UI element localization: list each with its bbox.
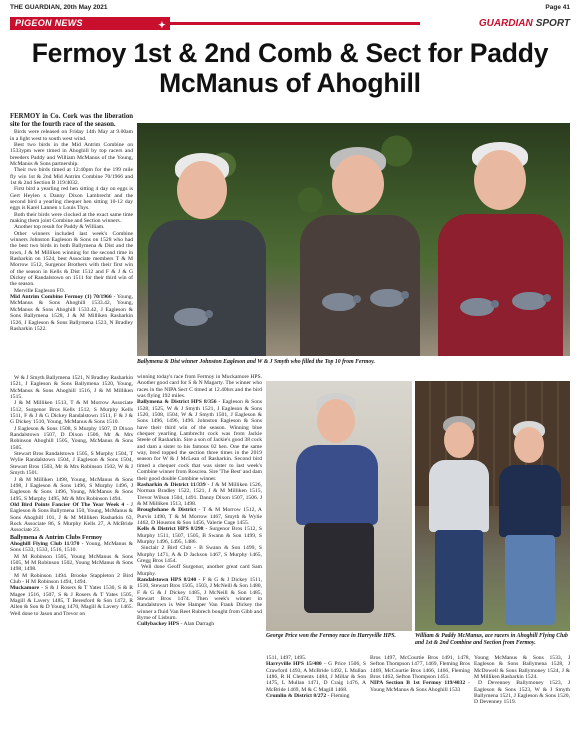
- paragraph: Birds were released on Friday 14th May at 9.00am in a light west to south west wind.: [10, 129, 133, 142]
- paragraph: Another top result for Paddy & William.: [14, 224, 105, 231]
- results-paragraph: Cullybackey HPS - Alan Darragh: [137, 621, 215, 628]
- paragraph: Merville Eagleson FO.: [14, 287, 66, 294]
- paragraph: W & J Smyth Ballymena 1521, N Bradley Rasharkin 1521, J Eagleson & Sons Ballymena 1520, Young, McManus & Sons Ahoghill 1516, J & M Milliken 1515.: [10, 375, 133, 401]
- results-paragraph: Crumlin & District 8/272 - Fleming: [266, 693, 350, 700]
- headline: Fermoy 1st & 2nd Comb & Sect for Paddy McManus of Ahoghill: [31, 38, 549, 98]
- results-paragraph: Rasharkin & District 11/339 - J & M Milliken 1526, Norman Bradley 1522, 1521, J & M Milliken 1515, Trevor Wilson 1504, 1491. Danny Dixon 1507, 1506. J & M Milliken 1513, 1498.: [137, 481, 262, 507]
- paragraph: Young McManus & Sons 1533, J Eagleson & Sons Ballymena 1528, J McDowell & Sons Ballymoney 1524, J & M Milliken Rasharkin 1524.: [474, 655, 570, 681]
- paragraph: winning today's race from Fermoy in Muckamore HPS. Another good card for S & N Magarty. The winner who races in the NIPA Sect C timed at 12.40hrs and the bird was flying 192 miles.: [137, 374, 262, 400]
- paragraph: J & M Milliken 1513, T & M Morrow Associate 1512, Surgenor Bros Kells 1512, S Murphy Kells 1511, F & J & G Dickey Randalstown 1511, F & J & G Dickey 1510, Young, McManus & Sons 1510.: [10, 400, 133, 426]
- paragraph: D Devenney Ballymoney 1523, J Eagleson & Sons 1523, W & J Smyth Ballymena 1521, J Eagleson & Sons 1520, D Devenney 1519.: [474, 680, 570, 706]
- page-header: [10, 4, 570, 16]
- results-paragraph: Muckamore - S & J Rosers & T Yates 1530, S & R Magee 1516, 1507, S & J Rosers & T Yates 1505, Magill & Lavery 1485, T Beresford & Son 1472, R Allen & Son & D Young 1470, Magill & Lavery 1465. Well done to Jason and Trevor on: [10, 585, 133, 617]
- paragraph: Their two birds timed at 12:40pm for the 199 mile fly win 1st & 2nd Mid Antrim Combine 70/1966 and 1st & 2nd Section B 119/4032.: [10, 167, 133, 186]
- pigeon-image: [460, 298, 494, 316]
- paragraph: 1511, 1497, 1495.: [266, 655, 307, 661]
- paragraph: Stewart Bros Randalstown 1505, S Murphy 1504, T Wylie Randalstown 1504, J Eagleson & Sons 1504, Stewart Bros 1503, Mr & Mrs Robinson 1502, W & J Smyth 1501.: [10, 451, 133, 477]
- section-bar: [10, 17, 570, 30]
- person-right: [432, 138, 567, 356]
- article-column-4: [266, 655, 366, 737]
- results-paragraph: Ahoghill Flying Club 11/370 - Young, McManus & Sons 1533, 1533, 1516, 1510.: [10, 540, 133, 554]
- paragraph: Best two birds in the Mid Antrim Combine on 1533ypm were timed in Ahoghill by top racers and breeders Paddy and William McManus of the Young, McManus & Sons partnership.: [10, 141, 133, 167]
- photo-group-winners: [137, 123, 570, 356]
- paragraph: M M Robinson 1505, Young McManus & Sons 1505, M M Robinson 1502, Young McManus & Sons 1498, 1498.: [10, 553, 133, 573]
- photo-caption-2: George Price won the Fermoy race in Harryville HPS.: [266, 633, 396, 639]
- paragraph: J & M Milliken 1498, Young, McManus & Sons 1498, J Eagleson & Sons 1496, S Murphy 1496, J Eagleson & Sons 1496, Young, McManus & Sons 1495, S Murphy 1495, Mr & Mrs Robinson 1494.: [10, 476, 133, 502]
- paragraph: Bros 1497, McCourtie Bros 1491, 1478, Sefton Thompson 1477, 1469, Fleming Bros 1469, McCourtie Bros 1466, 1466, Fleming Bros 1462, Sefton Thompson 1451.: [370, 655, 470, 681]
- page-number: Page 41: [545, 4, 570, 11]
- results-paragraph: Mid Antrim Combine Fermoy (1) 70/1966 - Young, McManus & Sons Ahoghill 1533.42, Young, McManus & Sons Ahoghill 1533.42, J Eagleson & Sons Ballymena 1528, J & M Milliken Rasharkin 1526, J Eagleson & Sons Ballymena 1523, N Bradley Rasharkin 1522.: [10, 294, 133, 332]
- results-paragraph: Harryville HPS 15/480 - G Price 1506, S Crawford 1493, A McBride 1492, L Mullan 1486, R H Clements 1484, J Millar & Son 1475, L Mullan 1471, D Craig 1476, A McBride 1469, M & C Magill 1468.: [266, 661, 366, 693]
- pigeon-image: [370, 289, 404, 307]
- person-middle: [292, 143, 427, 356]
- paragraph: J Eagleson & Sons 1508, S Murphy 1507, D Dixon Randalstown 1507, D Dixon 1506, Mr & Mrs Robinson Ahoghill 1505, Young, McManus & Sons 1505.: [10, 425, 133, 451]
- photo-caption-1: Ballymena & Dist winner Johnston Eagleson and W & J Smyth who filled the Top 10 from Fermoy.: [137, 359, 376, 365]
- photo-george-price: [266, 381, 412, 631]
- paragraph: Other winners included last week's Combine winners Johnston Eagleson & Sons on 1528 who had the best two birds in both Ballymena & Dist and the town, J & M Milliken winning for the second time in Rasharkin on 1524, best Associate members T & M Morrow 1512, Surgenor Brothers with their first win of the season in Kells & Dist 1512 and F & J & G Dickey of Randalstown on 1511 for their third win of the season.: [10, 230, 133, 288]
- pigeon-image: [512, 292, 546, 310]
- photo-caption-3: William & Paddy McManus, ace racers in Ahoghill Flying Club and 1st & 2nd Combine and Section from Fermoy.: [415, 633, 568, 646]
- article-lead: FERMOY in Co. Cork was the liberation site for the fourth race of the season.: [10, 113, 133, 128]
- results-paragraph: NIPA Section B 1st Fermoy 119/4032 - Young McManus & Sons Ahoghill 1533: [370, 680, 470, 693]
- results-paragraph: Ballymena & District HPS 8/356 - Eagleson & Sons 1528, 1525, W & J Smyth 1521, J Eagleson & Sons 1520, 1508, 1504, W & J Smyth 1501, J Eagleson & Sons 1496, 1496, 1496. Johnston Eagleson & Sons have their third win of the season. Winning blue chequer yearling Lambrecht cock was from Jackie Steele of Rasharkin. Sire a son of Jackie's good 38 cock and dam a sister to his famous 02 hen. One the same way, bred topped the section three times in the 2019 season for W & J McLean of Rasharkin. Second bird timed a chequer cock that was sister to last week's Combine winner from Roscrea. Sire 'The Best' and dam their good double Combine winner.: [137, 399, 262, 482]
- results-paragraph: Kells & District HPS 8/298 - Surgenor Bros 1512, S Murphy 1511, 1507, 1505, B Swann & Son 1499, S Murphy 1496, 1495, 1486.: [137, 526, 262, 545]
- article-column-3: [137, 374, 262, 736]
- paragraph: Both their birds were clocked at the exact same time making them joint Combine and Section winners.: [10, 211, 133, 224]
- article-column-6: [474, 655, 570, 737]
- paragraph: Well done Geoff Surgenor, another great card Sam Murphy.: [137, 564, 262, 577]
- results-paragraph: Randalstown HPS 8/240 - F & G & J Dickey 1511, 1510, Stewart Bros 1505, 1503, J McNeill & Son 1480, F & G & J Dickey 1485, J McNeill & Son 1485, Stewart Bros 1474. Then week's winner in Randalstown is Wee Hamper Van Frank Dickey the winner a fluid Van Reet Rubrech bought from Gibb and Byrne of Lisburn.: [137, 577, 262, 622]
- person-left: [142, 148, 272, 356]
- brand-logo: GUARDIAN SPORT: [478, 18, 570, 29]
- subhead: Ballymena & Antrim Clubs Fermoy: [10, 534, 102, 541]
- results-paragraph: Old Bird Points Fancier Of The Year Week 4 - J Eagleson & Sons Ballymena 150, Young, McManus & Sons Ahoghill 101, J & M Milliken Rasharkin 63, Rock Associate 86, S Murphy Kells 27, A McBride Associate 23.: [10, 501, 133, 534]
- section-rule: [170, 22, 420, 25]
- paragraph: First bird a yearling red hen sitting 4 day on eggs is Gert Heylen x Danny Dixon Lambrecht and the second bird a yearling chequer hen sitting 10-12 day eggs is Karel Lannen x Louis Thys.: [10, 186, 133, 212]
- paper-date: THE GUARDIAN, 20th May 2021: [10, 4, 108, 11]
- paragraph: M M Robinson 1494. Brooke Stappleton 2 Bird Club - H M Robinson 1494, 1494.: [10, 572, 133, 585]
- section-label: PIGEON NEWS ✦: [10, 17, 170, 30]
- article-column-5: [370, 655, 470, 737]
- photo-mcmanus: [415, 381, 570, 631]
- pigeon-icon: ✦: [158, 20, 166, 30]
- results-paragraph: Broughshane & District - T & M Morrow 1512, A Purvis 1490, T & M Morrow 1467, Smyth & Wylie 1462, D Houston & Son 1456, Valerie Cage 1455.: [137, 507, 262, 526]
- article-column-2: [10, 375, 133, 735]
- paragraph: Sinclair 2 Bird Club - B Swann & Son 1499, S Murphy 1471, A & D Jackson 1467, S Murphy 1465, Gregg Bros 1454.: [137, 545, 262, 564]
- pigeon-image: [322, 293, 356, 311]
- pigeon-image: [174, 308, 208, 326]
